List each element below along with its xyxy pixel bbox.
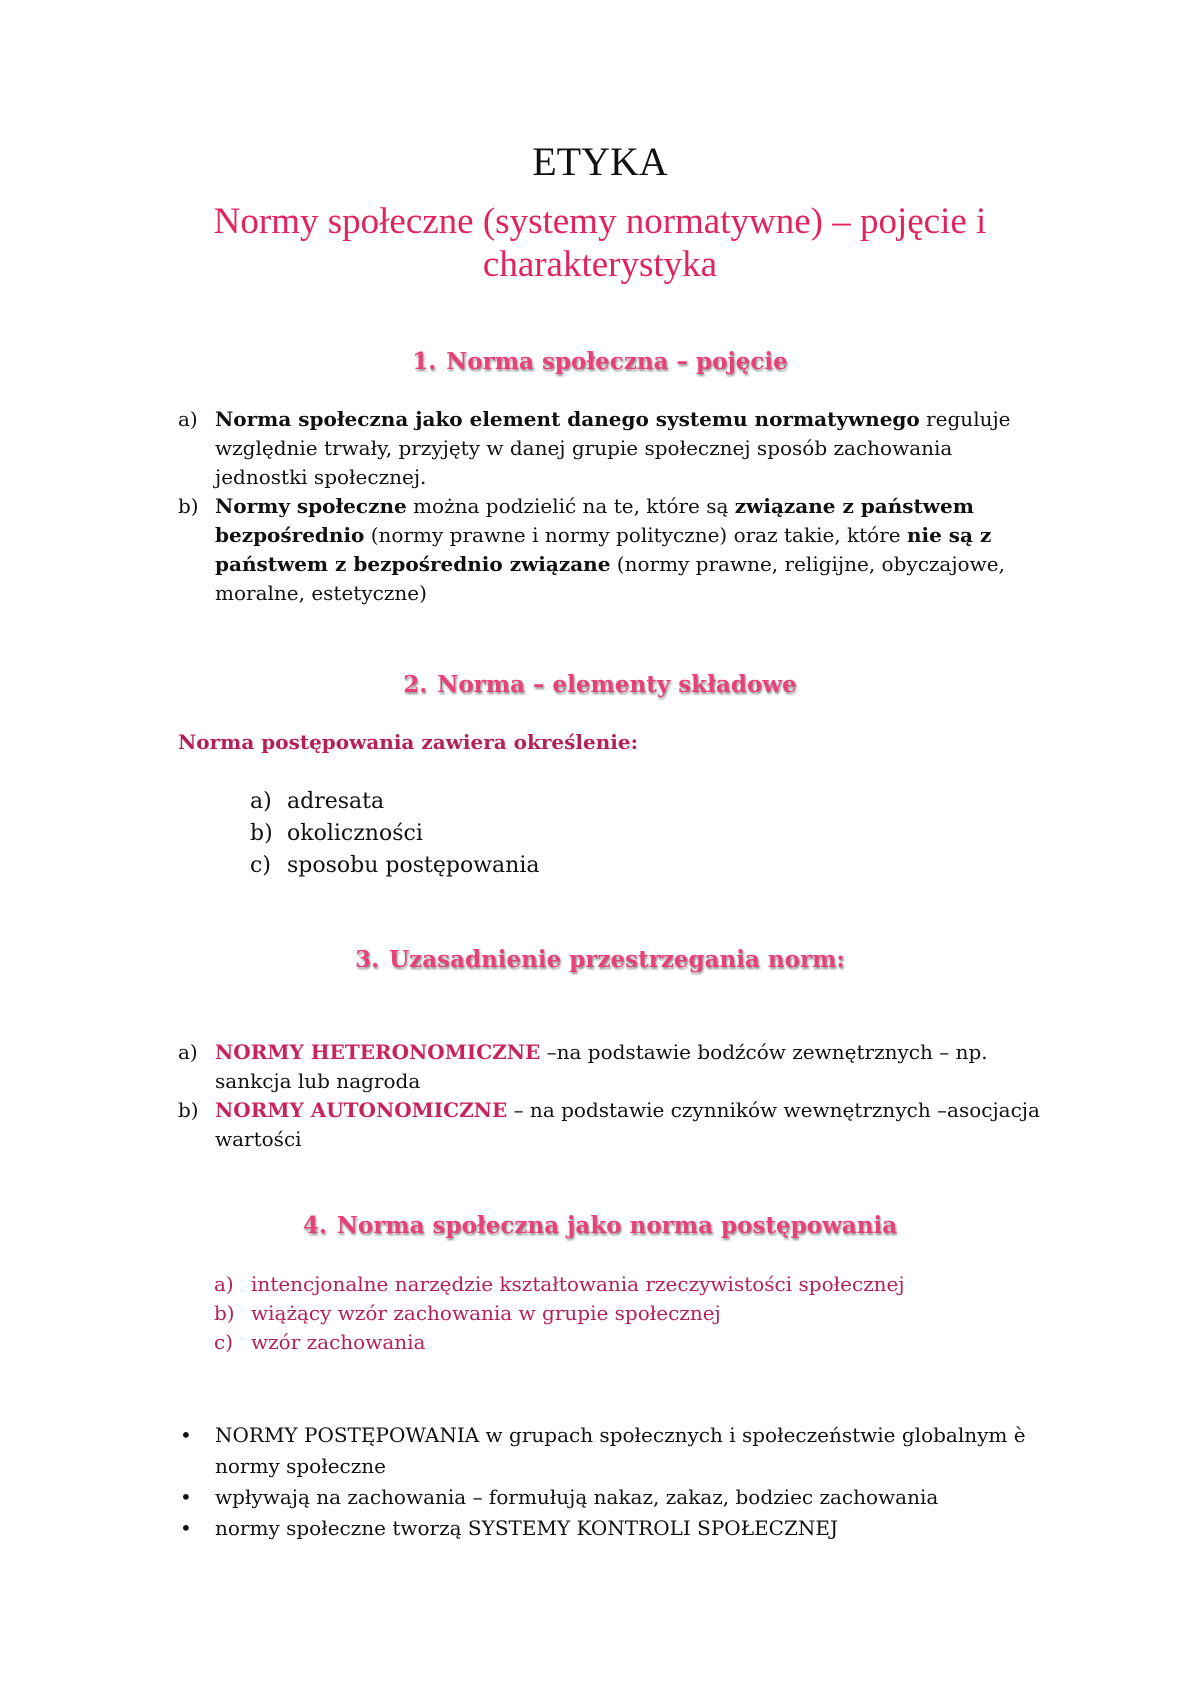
list-item-label: b) — [178, 1098, 199, 1122]
section-2-number: 2. — [403, 671, 428, 698]
section-1-title: Norma społeczna – pojęcie — [446, 348, 788, 375]
document-title: ETYKA — [532, 139, 668, 184]
bullet-icon: • — [180, 1516, 192, 1540]
list-item-label: b) — [214, 1301, 235, 1325]
list-item — [178, 1038, 1058, 1096]
list-item-text: reguluje względnie trwały, przyjęty w danej grupie społecznej sposób zachowania jednostki społecznej. — [215, 407, 1011, 489]
bullet-icon: • — [180, 1423, 192, 1447]
bullet-text: NORMY POSTĘPOWANIA w grupach społecznych i społeczeństwie globalnym è normy społeczne — [215, 1423, 1026, 1478]
bullet-icon: • — [180, 1485, 192, 1509]
list-item-text: –na podstawie bodźców zewnętrznych – np. sankcja lub nagroda — [215, 1040, 988, 1093]
bullet-item — [178, 1513, 1038, 1544]
list-item-label: b) — [178, 494, 199, 518]
list-item — [214, 1299, 1054, 1328]
list-item — [250, 818, 950, 850]
list-item — [250, 850, 950, 882]
bullet-item — [178, 1482, 1038, 1513]
list-item — [214, 1270, 1054, 1299]
list-item-text: można podzielić na te, które są — [406, 494, 735, 518]
section-1-number: 1. — [412, 348, 437, 375]
section-2-heading — [0, 671, 1200, 698]
section-1-heading — [0, 348, 1200, 375]
list-item-bold: nie są z państwem z bezpośrednio związane — [215, 523, 992, 576]
list-item-text: sposobu postępowania — [287, 853, 540, 878]
list-item-term: NORMY HETERONOMICZNE — [215, 1040, 541, 1064]
section-4-number: 4. — [302, 1212, 327, 1239]
section-3-list — [178, 1038, 1058, 1154]
list-item-label: a) — [214, 1272, 234, 1296]
list-item-label: b) — [250, 821, 273, 846]
list-item — [178, 405, 1038, 492]
list-item-bold: Normy społeczne — [215, 494, 407, 518]
list-item-text: wiążący wzór zachowania w grupie społecznej — [251, 1301, 721, 1325]
list-item — [214, 1328, 1054, 1357]
section-4-title: Norma społeczna jako norma postępowania — [336, 1212, 898, 1239]
list-item-label: a) — [250, 789, 272, 814]
section-3-title: Uzasadnienie przestrzegania norm: — [389, 946, 845, 973]
list-item-text: adresata — [287, 789, 385, 814]
bullet-item — [178, 1420, 1038, 1482]
list-item-bold: Norma społeczna jako element danego systemu normatywnego — [215, 407, 920, 431]
list-item-bold: związane z państwem bezpośrednio — [215, 494, 974, 547]
section-3-number: 3. — [355, 946, 380, 973]
list-item — [178, 492, 1038, 608]
list-item-label: a) — [178, 1040, 198, 1064]
section-3-heading — [0, 946, 1200, 973]
section-2-title: Norma – elementy składowe — [437, 671, 797, 698]
list-item-text: (normy prawne i normy polityczne) oraz takie, które — [364, 523, 907, 547]
bullet-text: normy społeczne tworzą SYSTEMY KONTROLI SPOŁECZNEJ — [215, 1516, 838, 1540]
list-item-text: wzór zachowania — [251, 1330, 426, 1354]
list-item-label: a) — [178, 407, 198, 431]
list-item-text: okoliczności — [287, 821, 423, 846]
section-2-list — [250, 786, 950, 882]
list-item-label: c) — [250, 853, 271, 878]
section-4-heading — [0, 1212, 1200, 1239]
list-item-text: intencjonalne narzędzie kształtowania rzeczywistości społecznej — [251, 1272, 905, 1296]
list-item-text: – na podstawie czynników wewnętrznych –asocjacja wartości — [215, 1098, 1040, 1151]
list-item — [250, 786, 950, 818]
section-4-list — [214, 1270, 1054, 1357]
section-2-intro: Norma postępowania zawiera określenie: — [178, 730, 638, 754]
bullet-list — [178, 1420, 1038, 1544]
section-1-list — [178, 405, 1038, 608]
list-item-label: c) — [214, 1330, 234, 1354]
list-item — [178, 1096, 1058, 1154]
bullet-text: wpływają na zachowania – formułują nakaz, zakaz, bodziec zachowania — [215, 1485, 939, 1509]
document-subtitle: Normy społeczne (systemy normatywne) – pojęcie i charakterystyka — [213, 201, 987, 285]
list-item-term: NORMY AUTONOMICZNE — [215, 1098, 508, 1122]
list-item-text: (normy prawne, religijne, obyczajowe, moralne, estetyczne) — [215, 552, 1005, 605]
